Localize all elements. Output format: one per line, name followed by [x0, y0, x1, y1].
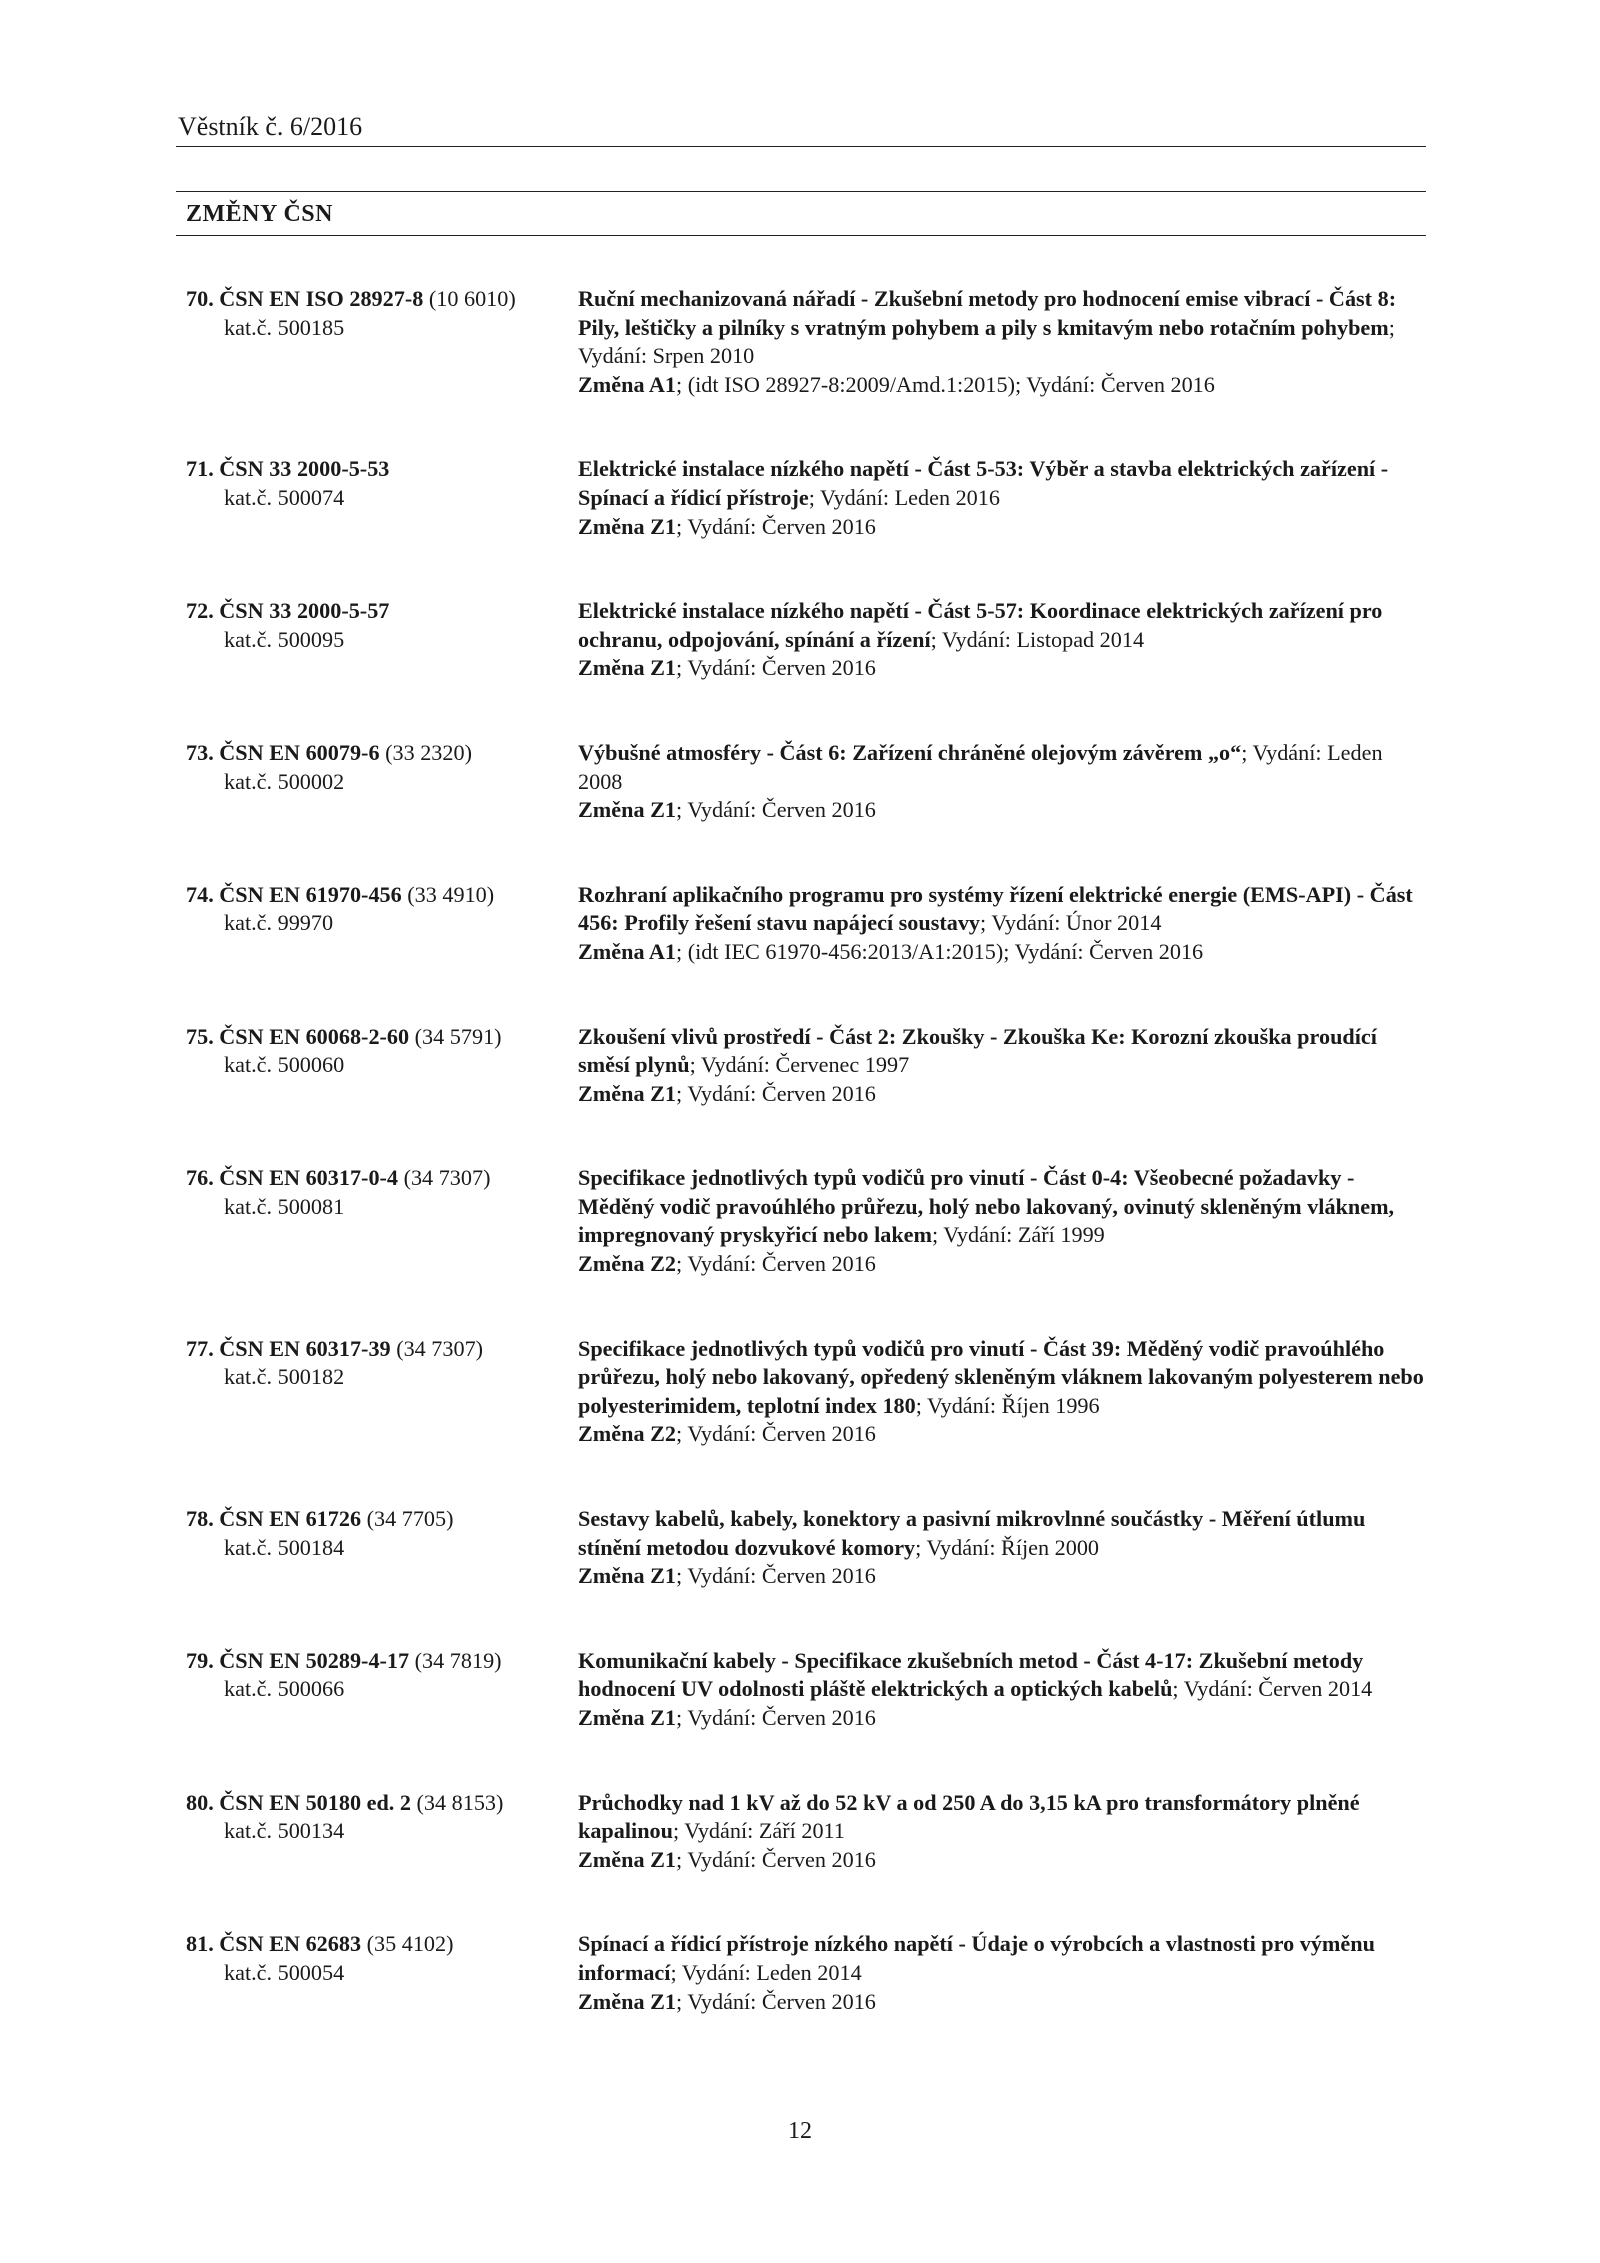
- running-head: Věstník č. 6/2016: [178, 112, 363, 141]
- issue-date: ; Vydání: Únor 2014: [980, 910, 1162, 936]
- amendment-details: ; Vydání: Červen 2016: [676, 1563, 876, 1589]
- title-line: [578, 1023, 1431, 1080]
- amendment-label: Změna Z1: [578, 797, 677, 823]
- amendment-details: ; Vydání: Červen 2016: [676, 1251, 876, 1277]
- amendment-line: [578, 513, 1431, 542]
- catalog-number: kat.č. 99970: [224, 910, 334, 936]
- standard-number: 81. ČSN EN 62683: [186, 1931, 362, 1957]
- classification-code: (34 7819): [409, 1647, 502, 1673]
- issue-date: ; Vydání: Červenec 1997: [689, 1052, 910, 1078]
- amendment-details: ; Vydání: Červen 2016: [676, 797, 876, 823]
- catalog-number: kat.č. 500134: [224, 1818, 345, 1844]
- amendment-line: [578, 1562, 1431, 1591]
- catalog-number: kat.č. 500184: [224, 1534, 345, 1560]
- standard-id-column: [186, 739, 578, 796]
- catalog-number: kat.č. 500060: [224, 1052, 345, 1078]
- classification-code: (33 2320): [379, 739, 472, 765]
- standard-entry: [186, 285, 1431, 399]
- standard-number: 74. ČSN EN 61970-456: [186, 881, 402, 907]
- standard-number: 80. ČSN EN 50180 ed. 2: [186, 1789, 411, 1815]
- standard-id-column: [186, 455, 578, 512]
- standard-title: Spínací a řídicí přístroje nízkého napětí - Údaje o výrobcích a vlastnosti pro výměnu informací: [578, 1931, 1375, 1985]
- section-rule-top: [176, 191, 1426, 192]
- amendment-line: [578, 1846, 1431, 1875]
- amendment-label: Změna A1: [578, 938, 677, 964]
- standard-id-column: [186, 1505, 578, 1562]
- standard-description: [578, 1505, 1431, 1591]
- amendment-details: ; Vydání: Červen 2016: [676, 1705, 876, 1730]
- standard-entry: [186, 1647, 1431, 1733]
- title-line: [578, 1930, 1431, 1987]
- issue-date: ; Vydání: Říjen 1996: [915, 1392, 1100, 1418]
- classification-code: (34 8153): [410, 1789, 504, 1815]
- title-line: [578, 285, 1431, 371]
- standard-title: Komunikační kabely - Specifikace zkušebních metod - Část 4-17: Zkušební metody hodnocení UV odolnosti pláště elektrických a optických kabelů: [578, 1647, 1364, 1702]
- catalog-number: kat.č. 500081: [224, 1193, 345, 1219]
- standard-entry: [186, 1930, 1431, 2016]
- standard-title: Specifikace jednotlivých typů vodičů pro vinutí - Část 39: Měděný vodič pravoúhlého průřezu, holý nebo lakovaný, opředený skleněným vláknem lakovaným polyesterem nebo polyesterimidem, teplotní index 180: [578, 1335, 1424, 1418]
- standard-title: Elektrické instalace nízkého napětí - Část 5-53: Výběr a stavba elektrických zařízení - Spínací a řídicí přístroje: [578, 456, 1389, 510]
- standard-description: [578, 1164, 1431, 1278]
- classification-code: (34 7307): [398, 1165, 491, 1191]
- catalog-number: kat.č. 500066: [224, 1676, 345, 1702]
- standard-id-column: [186, 1789, 578, 1846]
- standard-entry: [186, 739, 1431, 825]
- standard-number: 75. ČSN EN 60068-2-60: [186, 1023, 410, 1049]
- amendment-details: ; Vydání: Červen 2016: [676, 1988, 876, 2014]
- standard-title: Rozhraní aplikačního programu pro systémy řízení elektrické energie (EMS-API) - Část 456: Profily řešení stavu napájecí soustavy: [578, 881, 1413, 936]
- amendment-label: Změna Z1: [578, 1988, 677, 2014]
- standard-entry: [186, 597, 1431, 683]
- issue-date: ; Vydání: Říjen 2000: [915, 1534, 1100, 1560]
- title-line: [578, 597, 1431, 654]
- title-line: [578, 739, 1431, 796]
- title-line: [578, 1505, 1431, 1562]
- standard-number: 78. ČSN EN 61726: [186, 1506, 362, 1532]
- standard-title: Zkoušení vlivů prostředí - Část 2: Zkoušky - Zkouška Ke: Korozní zkouška proudící směsí plynů: [578, 1023, 1377, 1078]
- standard-description: [578, 739, 1431, 825]
- amendment-line: [578, 1988, 1431, 2017]
- amendment-line: [578, 371, 1431, 400]
- amendment-details: ; Vydání: Červen 2016: [676, 655, 876, 681]
- amendment-label: Změna Z1: [578, 513, 677, 539]
- standard-number: 72. ČSN 33 2000-5-57: [186, 598, 390, 624]
- standard-id-column: [186, 1023, 578, 1080]
- classification-code: (10 6010): [423, 286, 516, 311]
- standard-number: 76. ČSN EN 60317-0-4: [186, 1165, 399, 1191]
- title-line: [578, 455, 1431, 512]
- amendment-details: ; Vydání: Červen 2016: [676, 1080, 876, 1106]
- standard-description: [578, 1335, 1431, 1449]
- title-line: [578, 1164, 1431, 1250]
- standard-entry: [186, 1164, 1431, 1278]
- section-title: ZMĚNY ČSN: [186, 201, 333, 227]
- catalog-number: kat.č. 500054: [224, 1959, 345, 1985]
- amendment-label: Změna Z1: [578, 1705, 677, 1730]
- amendment-line: [578, 1080, 1431, 1109]
- catalog-number: kat.č. 500182: [224, 1364, 345, 1390]
- amendment-label: Změna Z1: [578, 655, 677, 681]
- catalog-number: kat.č. 500002: [224, 768, 345, 794]
- standards-list: [186, 285, 1431, 2072]
- title-line: [578, 1789, 1431, 1846]
- standard-title: Elektrické instalace nízkého napětí - Část 5-57: Koordinace elektrických zařízení pro ochranu, odpojování, spínání a řízení: [578, 598, 1383, 652]
- amendment-label: Změna A1: [578, 371, 677, 397]
- classification-code: (34 5791): [409, 1023, 502, 1049]
- standard-number: 71. ČSN 33 2000-5-53: [186, 456, 390, 482]
- standard-number: 73. ČSN EN 60079-6: [186, 739, 380, 765]
- standard-entry: [186, 1789, 1431, 1875]
- issue-date: ; Vydání: Červen 2014: [1172, 1676, 1373, 1702]
- standard-description: [578, 597, 1431, 683]
- standard-id-column: [186, 597, 578, 654]
- page-number: 12: [788, 2118, 812, 2144]
- amendment-line: [578, 796, 1431, 825]
- amendment-label: Změna Z1: [578, 1563, 677, 1589]
- standard-description: [578, 881, 1431, 967]
- amendment-label: Změna Z1: [578, 1846, 677, 1872]
- standard-entry: [186, 881, 1431, 967]
- catalog-number: kat.č. 500095: [224, 626, 345, 652]
- amendment-details: ; (idt IEC 61970-456:2013/A1:2015); Vydání: Červen 2016: [676, 938, 1204, 964]
- issue-date: ; Vydání: Leden 2008: [578, 739, 1383, 794]
- standard-description: [578, 455, 1431, 541]
- amendment-label: Změna Z2: [578, 1251, 677, 1277]
- standard-id-column: [186, 881, 578, 938]
- title-line: [578, 1335, 1431, 1421]
- standard-id-column: [186, 1335, 578, 1392]
- standard-description: [578, 1023, 1431, 1109]
- standard-entry: [186, 455, 1431, 541]
- title-line: [578, 1647, 1431, 1704]
- classification-code: (34 7307): [390, 1335, 484, 1361]
- issue-date: ; Vydání: Srpen 2010: [578, 314, 1395, 369]
- standard-title: Specifikace jednotlivých typů vodičů pro vinutí - Část 0-4: Všeobecné požadavky - Měděný vodič pravoúhlého průřezu, holý nebo lakovaný, ovinutý skleněným vláknem, impregnovaný pryskyřicí nebo lakem: [578, 1165, 1395, 1248]
- standard-title: Sestavy kabelů, kabely, konektory a pasivní mikrovlnné součástky - Měření útlumu stínění metodou dozvukové komory: [578, 1506, 1366, 1560]
- amendment-label: Změna Z1: [578, 1080, 677, 1106]
- issue-date: ; Vydání: Leden 2016: [808, 484, 1000, 510]
- classification-code: (33 4910): [401, 881, 495, 907]
- standard-entry: [186, 1335, 1431, 1449]
- standard-description: [578, 1647, 1431, 1733]
- standard-id-column: [186, 1164, 578, 1221]
- standard-number: 70. ČSN EN ISO 28927-8: [186, 286, 424, 311]
- standard-description: [578, 1930, 1431, 2016]
- amendment-line: [578, 938, 1431, 967]
- amendment-line: [578, 654, 1431, 683]
- amendment-label: Změna Z2: [578, 1421, 677, 1447]
- amendment-details: ; (idt ISO 28927-8:2009/Amd.1:2015); Vydání: Červen 2016: [676, 371, 1215, 397]
- amendment-details: ; Vydání: Červen 2016: [676, 513, 876, 539]
- standard-number: 79. ČSN EN 50289-4-17: [186, 1647, 410, 1673]
- amendment-line: [578, 1250, 1431, 1279]
- header-rule: [176, 146, 1426, 147]
- amendment-line: [578, 1704, 1431, 1733]
- classification-code: (35 4102): [361, 1931, 454, 1957]
- section-rule-bottom: [176, 235, 1426, 236]
- issue-date: ; Vydání: Září 2011: [672, 1818, 845, 1844]
- issue-date: ; Vydání: Leden 2014: [670, 1959, 862, 1985]
- issue-date: ; Vydání: Září 1999: [932, 1222, 1105, 1248]
- catalog-number: kat.č. 500185: [224, 314, 345, 340]
- amendment-details: ; Vydání: Červen 2016: [676, 1846, 876, 1872]
- standard-description: [578, 285, 1431, 399]
- classification-code: (34 7705): [361, 1506, 454, 1532]
- standard-id-column: [186, 1647, 578, 1704]
- standard-title: Průchodky nad 1 kV až do 52 kV a od 250 A do 3,15 kA pro transformátory plněné kapalinou: [578, 1789, 1360, 1844]
- issue-date: ; Vydání: Listopad 2014: [930, 626, 1145, 652]
- standard-id-column: [186, 285, 578, 342]
- amendment-line: [578, 1420, 1431, 1449]
- standard-title: Ruční mechanizovaná nářadí - Zkušební metody pro hodnocení emise vibrací - Část 8: Pily, leštičky a pilníky s vratným pohybem a pily s kmitavým nebo rotačním pohybem: [578, 286, 1397, 340]
- standard-number: 77. ČSN EN 60317-39: [186, 1335, 391, 1361]
- standard-id-column: [186, 1930, 578, 1987]
- standard-entry: [186, 1023, 1431, 1109]
- standard-entry: [186, 1505, 1431, 1591]
- standard-title: Výbušné atmosféry - Část 6: Zařízení chráněné olejovým závěrem „o“: [578, 739, 1242, 765]
- amendment-details: ; Vydání: Červen 2016: [676, 1421, 876, 1447]
- standard-description: [578, 1789, 1431, 1875]
- catalog-number: kat.č. 500074: [224, 484, 345, 510]
- title-line: [578, 881, 1431, 938]
